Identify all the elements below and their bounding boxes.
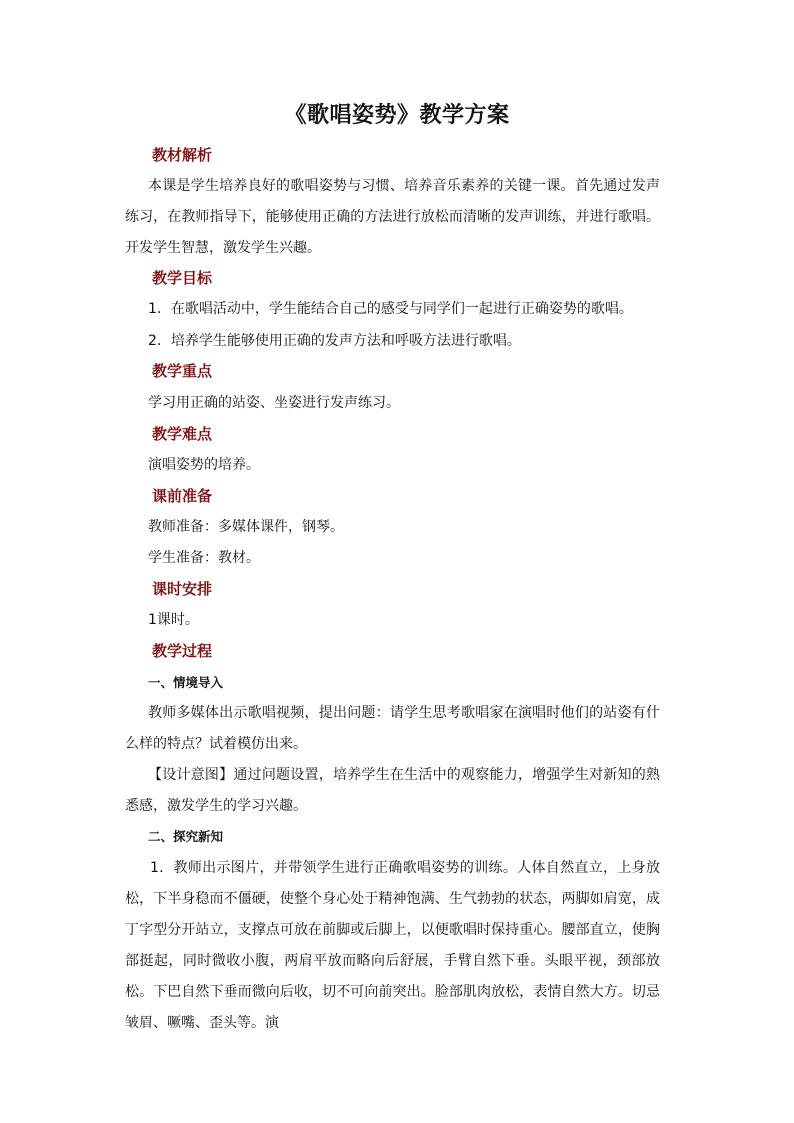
- page-title: 《歌唱姿势》教学方案: [284, 103, 510, 128]
- difficulties-text: 演唱姿势的培养。: [148, 457, 260, 473]
- step2-paragraph: 1．教师出示图片，并带领学生进行正确歌唱姿势的训练。人体自然直立，上身放松，下半身稳而不僵硬，使整个身心处于精神饱满、生气勃勃的状态，两脚如肩宽，成丁字型分开站立，支撑点可放在前脚或后脚上，以便歌唱时保持重心。腰部直立，使胸部挺起，同时微收小腹，两肩平放而略向后舒展，手臂自然下垂。头眼平视，颈部放松。下巴自然下垂而微向后收，切不可向前突出。脸部肌肉放松，表情自然大方。切忌皱眉、噘嘴、歪头等。演: [125, 860, 660, 1031]
- heading-schedule: 课时安排: [152, 580, 213, 598]
- heading-preparation: 课前准备: [152, 487, 213, 505]
- analysis-paragraph: 本课是学生培养良好的歌唱姿势与习惯、培养音乐素养的关键一课。首先通过发声练习，在教师指导下，能够使用正确的方法进行放松而清晰的发声训练，并进行歌唱。开发学生智慧，激发学生兴趣。: [125, 178, 660, 256]
- step1-title: 一、情境导入: [148, 675, 224, 690]
- goal-item-2: 2．培养学生能够使用正确的发声方法和呼吸方法进行歌唱。: [148, 333, 521, 349]
- step1-paragraph: 教师多媒体出示歌唱视频，提出问题：请学生思考歌唱家在演唱时他们的站姿有什么样的特点？试着模仿出来。: [125, 705, 660, 752]
- heading-key-points: 教学重点: [152, 362, 213, 380]
- step2-title: 二、探究新知: [148, 829, 224, 844]
- teacher-preparation: 教师准备：多媒体课件，钢琴。: [148, 519, 344, 535]
- heading-difficulties: 教学难点: [152, 425, 213, 443]
- heading-goals: 教学目标: [152, 269, 213, 287]
- goal-item-1: 1．在歌唱活动中，学生能结合自己的感受与同学们一起进行正确姿势的歌唱。: [148, 301, 633, 317]
- step1-design-intent: 【设计意图】通过问题设置，培养学生在生活中的观察能力，增强学生对新知的熟悉感，激发学生的学习兴趣。: [125, 767, 660, 814]
- key-points-text: 学习用正确的站姿、坐姿进行发声练习。: [148, 395, 400, 411]
- schedule-text: 1课时。: [148, 612, 199, 628]
- student-preparation: 学生准备：教材。: [148, 550, 260, 566]
- heading-analysis: 教材解析: [152, 146, 213, 164]
- heading-process: 教学过程: [152, 642, 213, 660]
